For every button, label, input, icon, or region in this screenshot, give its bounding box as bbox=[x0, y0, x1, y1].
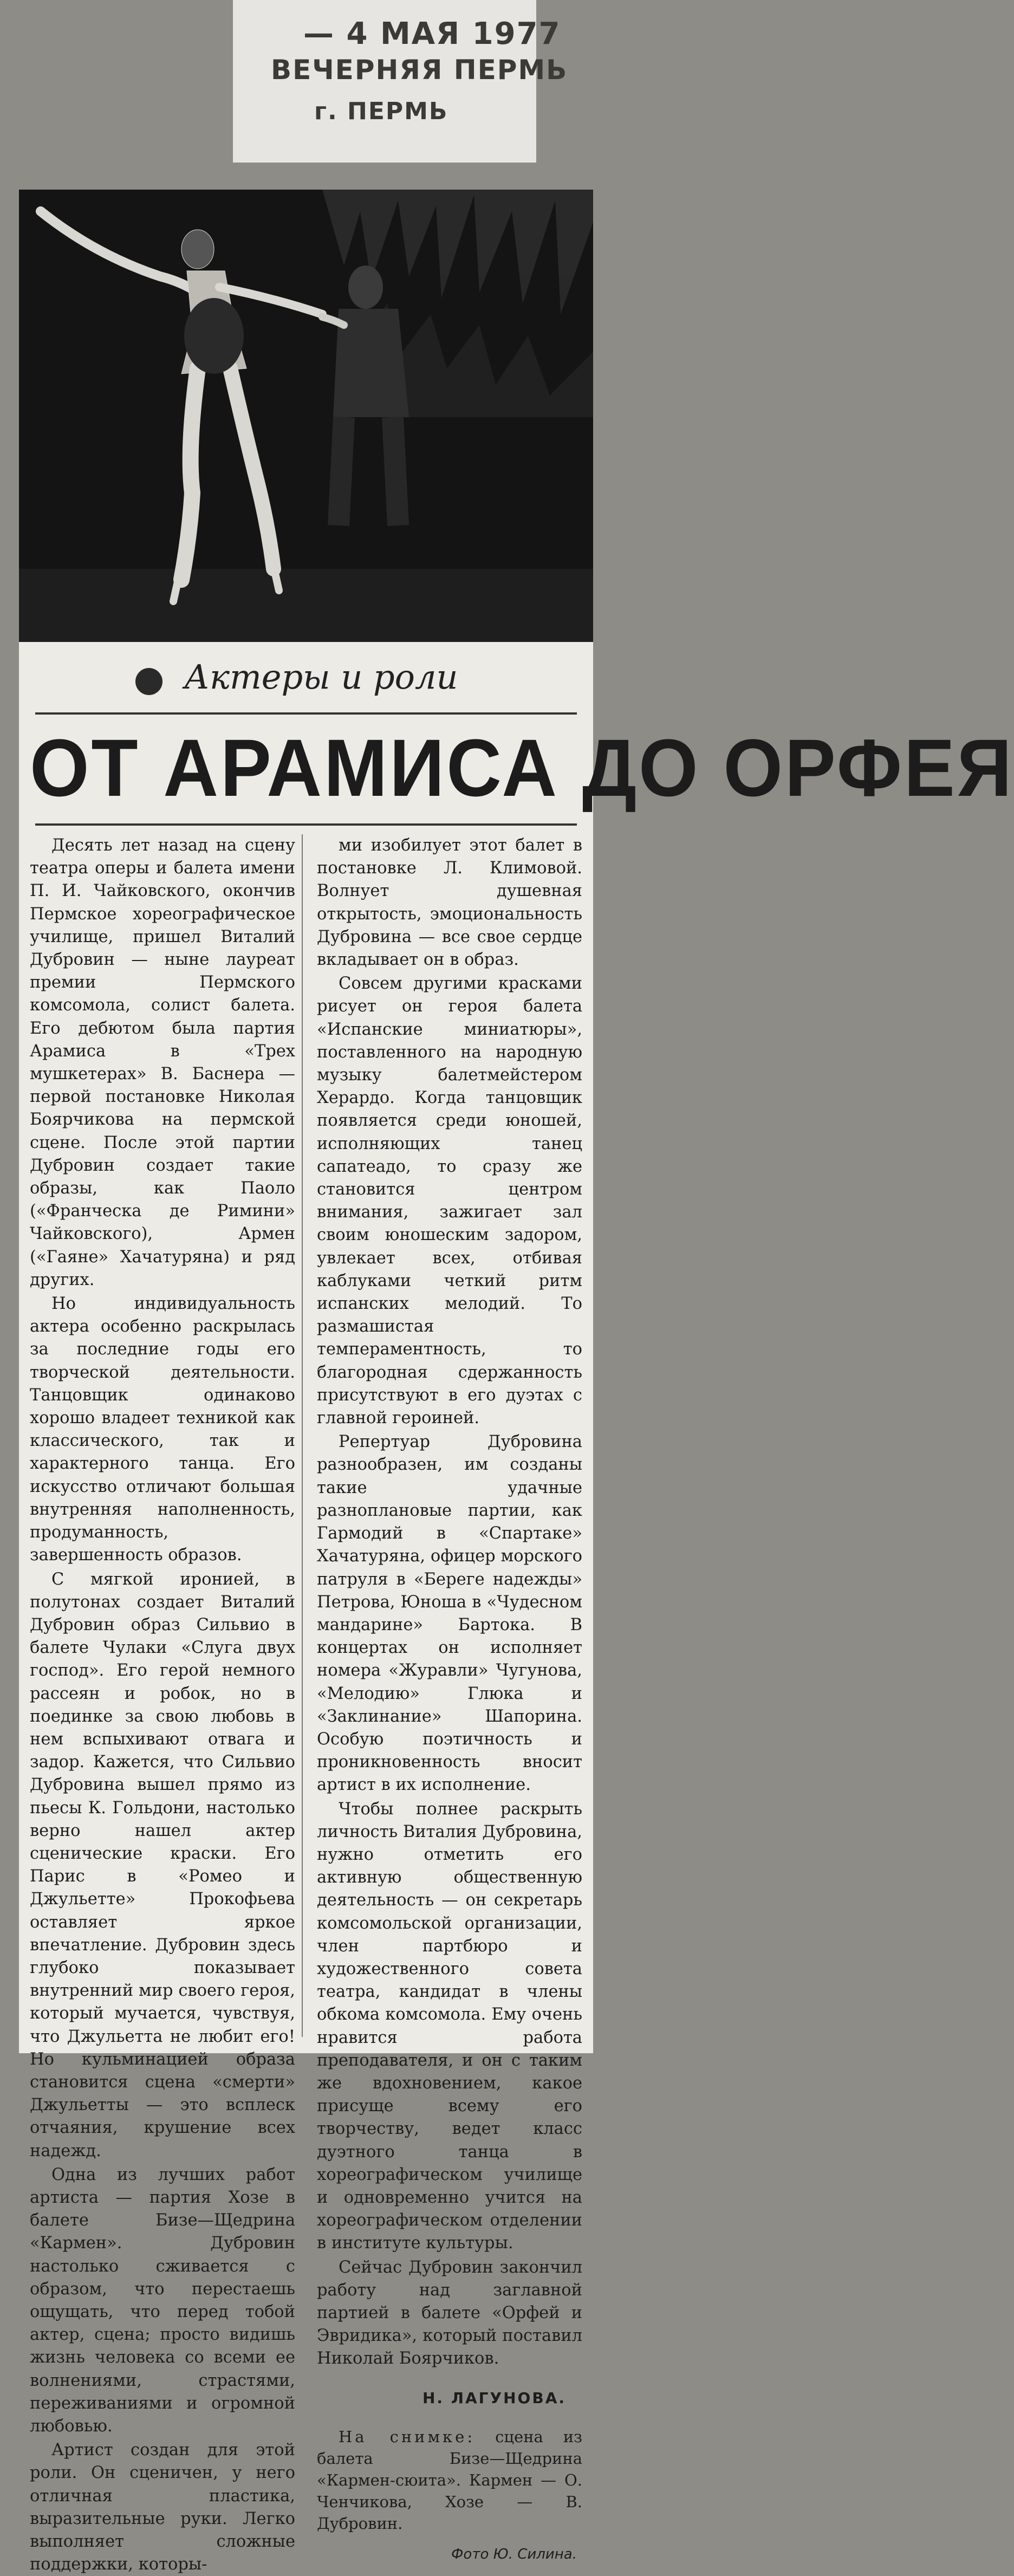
paragraph: Десять лет назад на сцену театра оперы и балета имени П. И. Чайковского, окончив Пермское хореографическое училище, пришел Виталий Дубровин — ныне лауреат премии Пермского комсомола, солист балета. Его дебютом была партия Арамиса в «Трех мушкетерах» В. Баснера — первой постановке Николая Боярчикова на пермской сцене. После этой партии Дубровин создает такие образы, как Паоло («Франческа де Римини» Чайковского), Армен («Гаяне» Хачатуряна) и ряд других. bbox=[30, 836, 295, 1289]
paragraph: Чтобы полнее раскрыть личность Виталия Дубровина, нужно отметить его активную общественную деятельность — он секретарь комсомольской организации, член партбюро и художественного совета театра, кандидат в члены обкома комсомола. Ему очень нравится работа преподавателя, и он с таким же вдохновением, какое присуще всему его творчеству, ведет класс дуэтного танца в хореографическом училище и одновременно учится на хореографическом отделении в институте культуры. bbox=[317, 1799, 582, 2253]
headline: ОТ АРАМИСА ДО ОРФЕЯ bbox=[30, 722, 1014, 813]
photo-caption bbox=[317, 2426, 582, 2534]
ballet-photo bbox=[19, 190, 593, 642]
caption-label: На снимке: bbox=[339, 2427, 476, 2446]
paragraph: ми изобилует этот балет в постановке Л. Климовой. Волнует душевная открытость, эмоциональность Дубровина — все свое сердце вкладывает он в образ. bbox=[317, 836, 582, 970]
rubric-title: Актеры и роли bbox=[184, 657, 458, 697]
newspaper-clipping bbox=[19, 190, 1014, 2574]
paragraph: Артист создан для этой роли. Он сценичен, у него отличная пластика, выразительные руки. Легко выполняет сложные поддержки, которы- bbox=[30, 2441, 295, 2574]
paragraph: Совсем другими красками рисует он героя балета «Испанские миниатюры», поставленного на народную музыку балетмейстером Херардо. Когда танцовщик появляется среди юношей, исполняющих танец сапатеадо, то сразу же становится центром внимания, зажигает зал своим юношеским задором, увлекает всех, отбивая каблуками четкий ритм испанских мелодий. То размашистая темпераментность, то благородная сдержанность присутствуют в его дуэтах с главной героиней. bbox=[317, 974, 582, 1428]
article-column-left bbox=[30, 834, 295, 2576]
stamp-city: г. ПЕРМЬ bbox=[314, 98, 448, 125]
article-column-right bbox=[317, 834, 582, 2566]
stamp-date: — 4 МАЯ 1977 bbox=[303, 16, 561, 51]
divider-bottom bbox=[35, 823, 577, 826]
divider-top bbox=[35, 712, 577, 715]
ballet-photo-illustration bbox=[19, 190, 593, 642]
rubric bbox=[19, 653, 593, 710]
paragraph: Но индивидуальность актера особенно раскрылась за последние годы его творческой деятельности. Танцовщик одинаково хорошо владеет техникой как классического, так и характерного танца. Его искусство отличают большая внутренняя наполненность, продуманность, завершенность образов. bbox=[30, 1294, 295, 1565]
paragraph: Сейчас Дубровин закончил работу над заглавной партией в балете «Орфей и Эвридика», который поставил Николай Боярчиков. bbox=[317, 2257, 582, 2369]
stamp-newspaper: ВЕЧЕРНЯЯ ПЕРМЬ bbox=[271, 54, 568, 86]
caption-text: сцена из балета Бизе—Щедрина «Кармен-сюита». Кармен — О. Ченчикова, Хозе — В. Дубровин. bbox=[317, 2427, 582, 2533]
paragraph: Одна из лучших работ артиста — партия Хозе в балете Бизе—Щедрина «Кармен». Дубровин настолько сживается с образом, что перестаешь ощущать, что перед тобой актер, сцена; просто видишь жизнь человека со всеми ее волнениями, страстями, переживаниями и огромной любовью. bbox=[30, 2165, 295, 2436]
paragraph: Репертуар Дубровина разнообразен, им созданы такие удачные разноплановые партии, как Гармодий в «Спартаке» Хачатуряна, офицер морского патруля в «Береге надежды» Петрова, Юноша в «Чудесном мандарине» Бартока. В концертах он исполняет номера «Журавли» Чугунова, «Мелодию» Глюка и «Заклинание» Шапорина. Особую поэтичность и проникновенность вносит артист в их исполнение. bbox=[317, 1432, 582, 1795]
archive-stamp bbox=[271, 16, 568, 152]
bullet-icon bbox=[135, 668, 162, 695]
author-signature: Н. ЛАГУНОВА. bbox=[422, 2389, 566, 2407]
paragraph: С мягкой иронией, в полутонах создает Виталий Дубровин образ Сильвио в балете Чулаки «Слуга двух господ». Его герой немного рассеян и робок, но в поединке за свою любовь в нем вспыхивают отвага и задор. Кажется, что Сильвио Дубровина вышел прямо из пьесы К. Гольдони, настолько верно нашел актер сценические краски. Его Парис в «Ромео и Джульетте» Прокофьева оставляет яркое впечатление. Дубровин здесь глубоко показывает внутренний мир своего героя, который мучается, чувствуя, что Джульетта не любит его! Но кульминацией образа становится сцена «смерти» Джульетты — это всплеск отчаяния, крушение всех надежд. bbox=[30, 1569, 295, 2160]
photo-credit: Фото Ю. Силина. bbox=[451, 2546, 577, 2562]
column-separator bbox=[302, 834, 303, 2037]
